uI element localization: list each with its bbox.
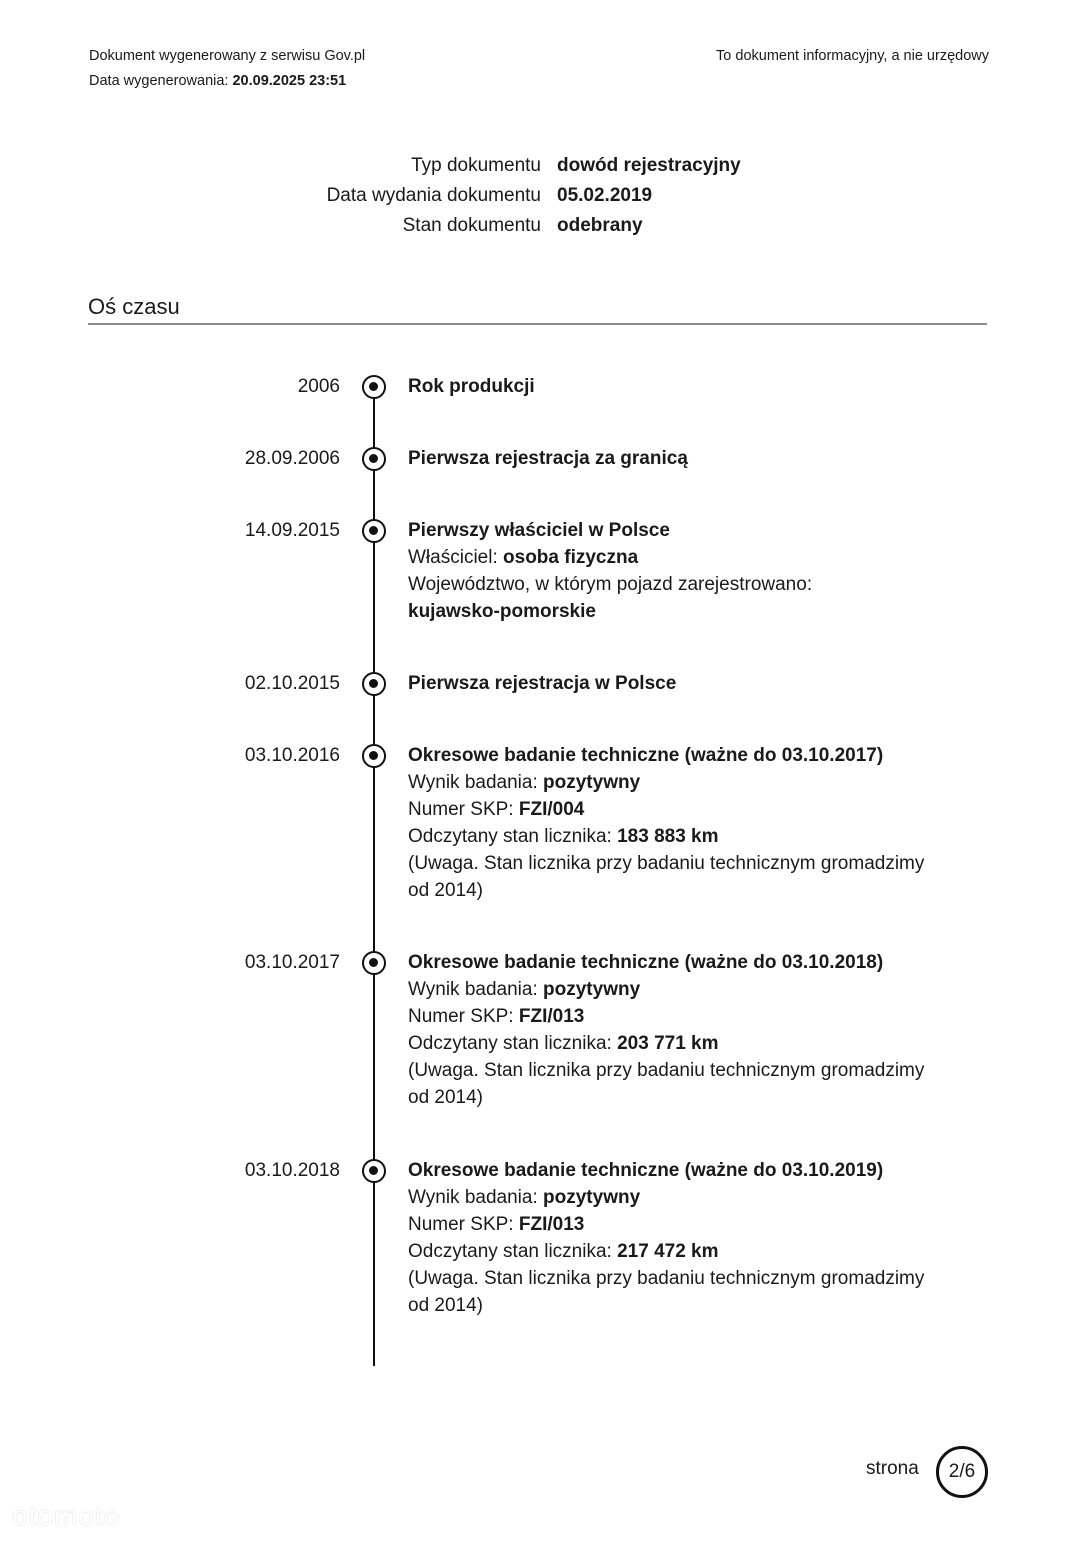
odometer-line [408,1030,938,1057]
event-body [408,445,938,472]
issue-date-label: Data wydania dokumentu [326,185,541,206]
event-title: Pierwszy właściciel w Polsce [408,520,670,541]
document-info-row [0,211,1081,241]
skp-value: FZI/013 [518,1214,585,1235]
event-date: 03.10.2018 [244,1160,340,1181]
event-title: Pierwsza rejestracja za granicą [408,448,688,469]
region-label: Województwo, w którym pojazd zarejestrowano: [408,574,813,595]
owner-label: Właściciel: [408,547,498,568]
timeline-dot-icon [362,519,386,543]
document-info [0,151,1081,241]
document-info-row [0,151,1081,181]
event-date: 14.09.2015 [244,520,340,541]
odometer-note: (Uwaga. Stan licznika przy badaniu technicznym gromadzimy od 2014) [408,1268,925,1316]
result-value: pozytywny [543,979,641,1000]
page-label: strona [866,1458,919,1479]
generated-date-value: 20.09.2025 23:51 [232,73,347,89]
skp-value: FZI/013 [518,1006,585,1027]
document-status-value: odebrany [557,215,643,236]
generated-date-label: Data wygenerowania: [89,73,229,89]
result-label: Wynik badania: [408,772,538,793]
owner-value: osoba fizyczna [503,547,639,568]
document-disclaimer: To dokument informacyjny, a nie urzędowy [716,48,989,64]
timeline-dot-icon [362,951,386,975]
odometer-note: (Uwaga. Stan licznika przy badaniu technicznym gromadzimy od 2014) [408,853,925,901]
skp-label: Numer SKP: [408,799,514,820]
owner-line [408,544,938,571]
event-date: 28.09.2006 [244,448,340,469]
event-title: Okresowe badanie techniczne (ważne do 03.10.2017) [408,745,884,766]
event-body [408,949,938,1111]
odometer-label: Odczytany stan licznika: [408,826,612,847]
odometer-value: 183 883 km [617,826,719,847]
timeline-dot-icon [362,672,386,696]
timeline-dot-icon [362,744,386,768]
skp-label: Numer SKP: [408,1006,514,1027]
event-title: Rok produkcji [408,376,535,397]
skp-label: Numer SKP: [408,1214,514,1235]
skp-value: FZI/004 [518,799,585,820]
result-value: pozytywny [543,1187,641,1208]
section-divider [88,323,987,325]
result-line [408,1184,938,1211]
event-title: Pierwsza rejestracja w Polsce [408,673,677,694]
skp-line [408,796,938,823]
document-info-row [0,181,1081,211]
result-value: pozytywny [543,772,641,793]
timeline-dot-icon [362,447,386,471]
document-status-label: Stan dokumentu [402,215,541,236]
page-number: 2/6 [948,1461,976,1482]
event-body [408,373,938,400]
document-type-label: Typ dokumentu [411,155,541,176]
timeline-dot-icon [362,1159,386,1183]
result-line [408,976,938,1003]
event-title: Okresowe badanie techniczne (ważne do 03.10.2019) [408,1160,884,1181]
region-value: kujawsko-pomorskie [408,601,596,622]
odometer-value: 217 472 km [617,1241,719,1262]
result-label: Wynik badania: [408,1187,538,1208]
event-date: 2006 [297,376,340,397]
event-body [408,1157,938,1319]
event-date: 02.10.2015 [244,673,340,694]
skp-line [408,1211,938,1238]
skp-line [408,1003,938,1030]
event-date: 03.10.2016 [244,745,340,766]
timeline-title: Oś czasu [88,294,180,319]
odometer-line [408,823,938,850]
watermark: otomoto [12,1500,121,1531]
odometer-value: 203 771 km [617,1033,719,1054]
timeline-dot-icon [362,375,386,399]
page-number-badge [936,1446,988,1498]
source-text: Dokument wygenerowany z serwisu Gov.pl [89,48,366,64]
event-date: 03.10.2017 [244,952,340,973]
document-header-source [89,44,365,94]
result-label: Wynik badania: [408,979,538,1000]
odometer-label: Odczytany stan licznika: [408,1241,612,1262]
generated-date [89,69,365,94]
region-line [408,571,908,625]
odometer-label: Odczytany stan licznika: [408,1033,612,1054]
issue-date-value: 05.02.2019 [557,185,653,206]
event-body [408,742,938,904]
odometer-note: (Uwaga. Stan licznika przy badaniu technicznym gromadzimy od 2014) [408,1060,925,1108]
odometer-line [408,1238,938,1265]
event-body [408,670,938,697]
document-type-value: dowód rejestracyjny [557,155,741,176]
result-line [408,769,938,796]
event-title: Okresowe badanie techniczne (ważne do 03.10.2018) [408,952,884,973]
event-body [408,517,938,625]
